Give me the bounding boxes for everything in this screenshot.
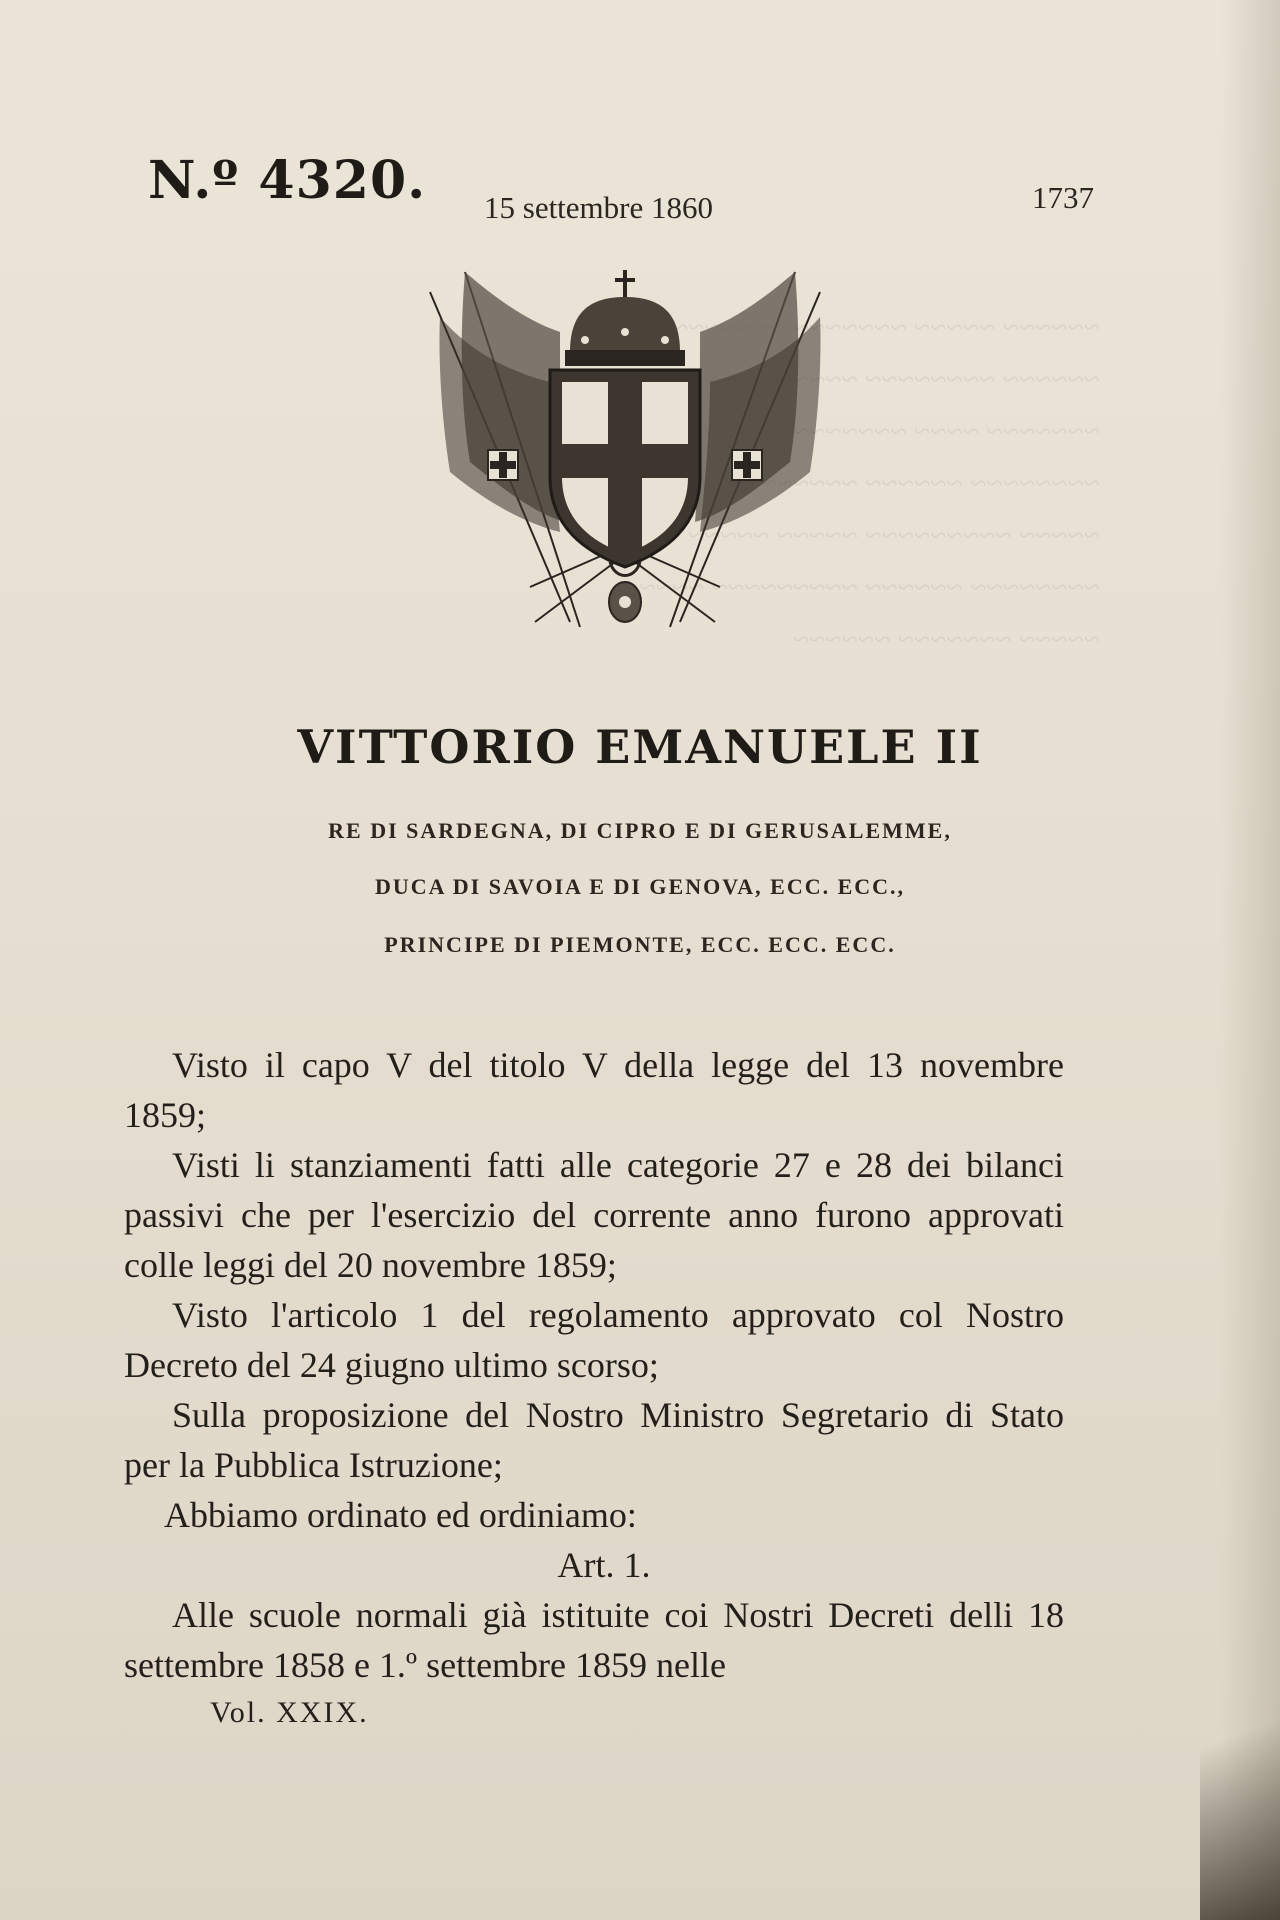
document-number: N.º 4320. bbox=[148, 150, 427, 211]
volume-label: Vol. XXIX. bbox=[210, 1696, 369, 1729]
bleed-through-texture: ~~~~~~ ~~~~~ ~~~~~~~ ~~~~~~ ~~~~~~~~ ~~~~~~~ ~~~~ ~~~~~~~~ ~~~~~~~~ ~~~~~~ ~~~~~ ~~~~~~~~~ ~~~~~ ~~~~~ ~~~~~~~~ ~~~~~~ ~~~~~~~~~ ~~~~ ~~~~~ ~~~~~~~ ~~~~~~ bbox=[639, 311, 1100, 656]
paragraph-2: Visti li stanziamenti fatti alle categorie 27 e 28 dei bilanci passivi che per l'esercizio del corrente anno furono approvati colle leggi del 20 novembre 1859; bbox=[124, 1145, 1064, 1285]
title-line-2: DUCA DI SAVOIA E DI GENOVA, ECC. ECC., bbox=[374, 874, 906, 899]
page-edge-shading bbox=[1220, 0, 1280, 1920]
decree-body bbox=[124, 1040, 1064, 1690]
savoy-coat-of-arms-icon bbox=[410, 262, 840, 647]
title-line-1: RE DI SARDEGNA, DI CIPRO E DI GERUSALEMME, bbox=[328, 818, 952, 843]
paragraph-1: Visto il capo V del titolo V della legge del 13 novembre 1859; bbox=[124, 1045, 1064, 1135]
paragraph-4: Sulla proposizione del Nostro Ministro Segretario di Stato per la Pubblica Istruzione; bbox=[124, 1395, 1064, 1485]
paragraph-6: Alle scuole normali già istituite coi Nostri Decreti delli 18 settembre 1858 e 1.º settembre 1859 nelle bbox=[124, 1595, 1064, 1685]
corner-shadow bbox=[1200, 1660, 1280, 1920]
king-name-heading: VITTORIO EMANUELE II bbox=[297, 720, 983, 774]
title-line-3: PRINCIPE DI PIEMONTE, ECC. ECC. ECC. bbox=[384, 932, 896, 957]
document-date: 15 settembre 1860 bbox=[484, 190, 714, 225]
article-heading: Art. 1. bbox=[557, 1545, 651, 1585]
paragraph-5: Abbiamo ordinato ed ordiniamo: bbox=[164, 1495, 637, 1535]
paragraph-3: Visto l'articolo 1 del regolamento approvato col Nostro Decreto del 24 giugno ultimo scorso; bbox=[124, 1295, 1064, 1385]
page-number: 1737 bbox=[1032, 180, 1094, 215]
